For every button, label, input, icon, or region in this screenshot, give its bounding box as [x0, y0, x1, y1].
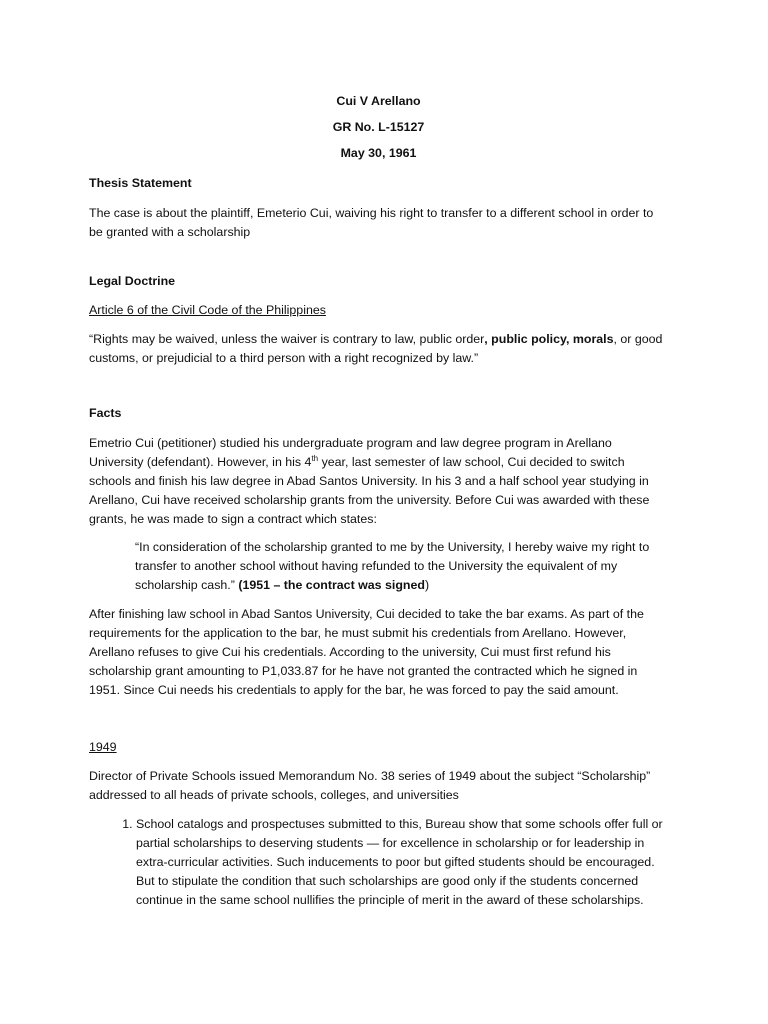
facts-paragraph-2: After finishing law school in Abad Santos University, Cui decided to take the bar exams. As part of the requirements for the application to the bar, he must submit his credentials from Arellano. However, Arellano refuses to give Cui his credentials. According to the university, Cui must first refund his scholarship grant amounting to P1,033.87 for he have not granted the contracted which he signed in 1951. Since Cui needs his credentials to apply for the bar, he was forced to pay the said amount.	[89, 607, 644, 697]
doctrine-quote-part2: , or good customs, or prejudicial to a third person with a right recognized by law.”	[89, 332, 663, 365]
year-1949-heading: 1949	[89, 740, 117, 754]
doctrine-quote-bold: , public policy, morals	[484, 332, 614, 346]
facts-p1-b: year, last semester of law school, Cui decided to switch schools and finish his law degree in Abad Santos University. In his 3 and a half school year studying in Arellano, Cui have received scholarship grants from the university. Before Cui was awarded with these grants, he was made to sign a contract which states:	[89, 455, 650, 526]
facts-heading: Facts	[89, 406, 122, 420]
doctrine-article: Article 6 of the Civil Code of the Philippines	[89, 303, 326, 317]
facts-paragraph-1	[89, 434, 668, 529]
doctrine-quote-part1: “Rights may be waived, unless the waiver is contrary to law, public order	[89, 332, 485, 346]
memo-list	[89, 815, 668, 910]
doctrine-quote	[89, 330, 668, 368]
thesis-heading: Thesis Statement	[89, 176, 192, 190]
memo-list-item: 1. School catalogs and prospectuses submitted to this, Bureau show that some schools offer full or partial scholarships to deserving students — for excellence in scholarship or for leadership in extra-curricular activities. Such inducements to poor but gifted students should be encouraged. But to stipulate the condition that such scholarships are good only if the students concerned continue in the same school nullifies the principle of merit in the award of these scholarships.	[136, 815, 668, 910]
year-1949-intro: Director of Private Schools issued Memorandum No. 38 series of 1949 about the subject “Scholarship” addressed to all heads of private schools, colleges, and universities	[89, 769, 651, 802]
doctrine-heading: Legal Doctrine	[89, 274, 176, 288]
contract-note: (1951 – the contract was signed	[238, 578, 425, 592]
case-number: GR No. L-15127	[332, 120, 425, 134]
contract-quote	[135, 538, 668, 595]
thesis-text: The case is about the plaintiff, Emeterio Cui, waiving his right to transfer to a different school in order to be granted with a scholarship	[89, 206, 654, 239]
facts-p1-a: Emetrio Cui (petitioner) studied his undergraduate program and law degree program in Arellano University (defendant). However, in his 4	[89, 436, 612, 469]
case-name: Cui V Arellano	[336, 94, 421, 108]
case-date: May 30, 1961	[340, 146, 417, 160]
contract-quote-text: “In consideration of the scholarship granted to me by the University, I hereby waive my right to transfer to another school without having refunded to the University the equivalent of my scholarship cash.”	[135, 540, 650, 592]
facts-p1-sup: th	[311, 453, 319, 463]
contract-close: )	[424, 578, 430, 592]
